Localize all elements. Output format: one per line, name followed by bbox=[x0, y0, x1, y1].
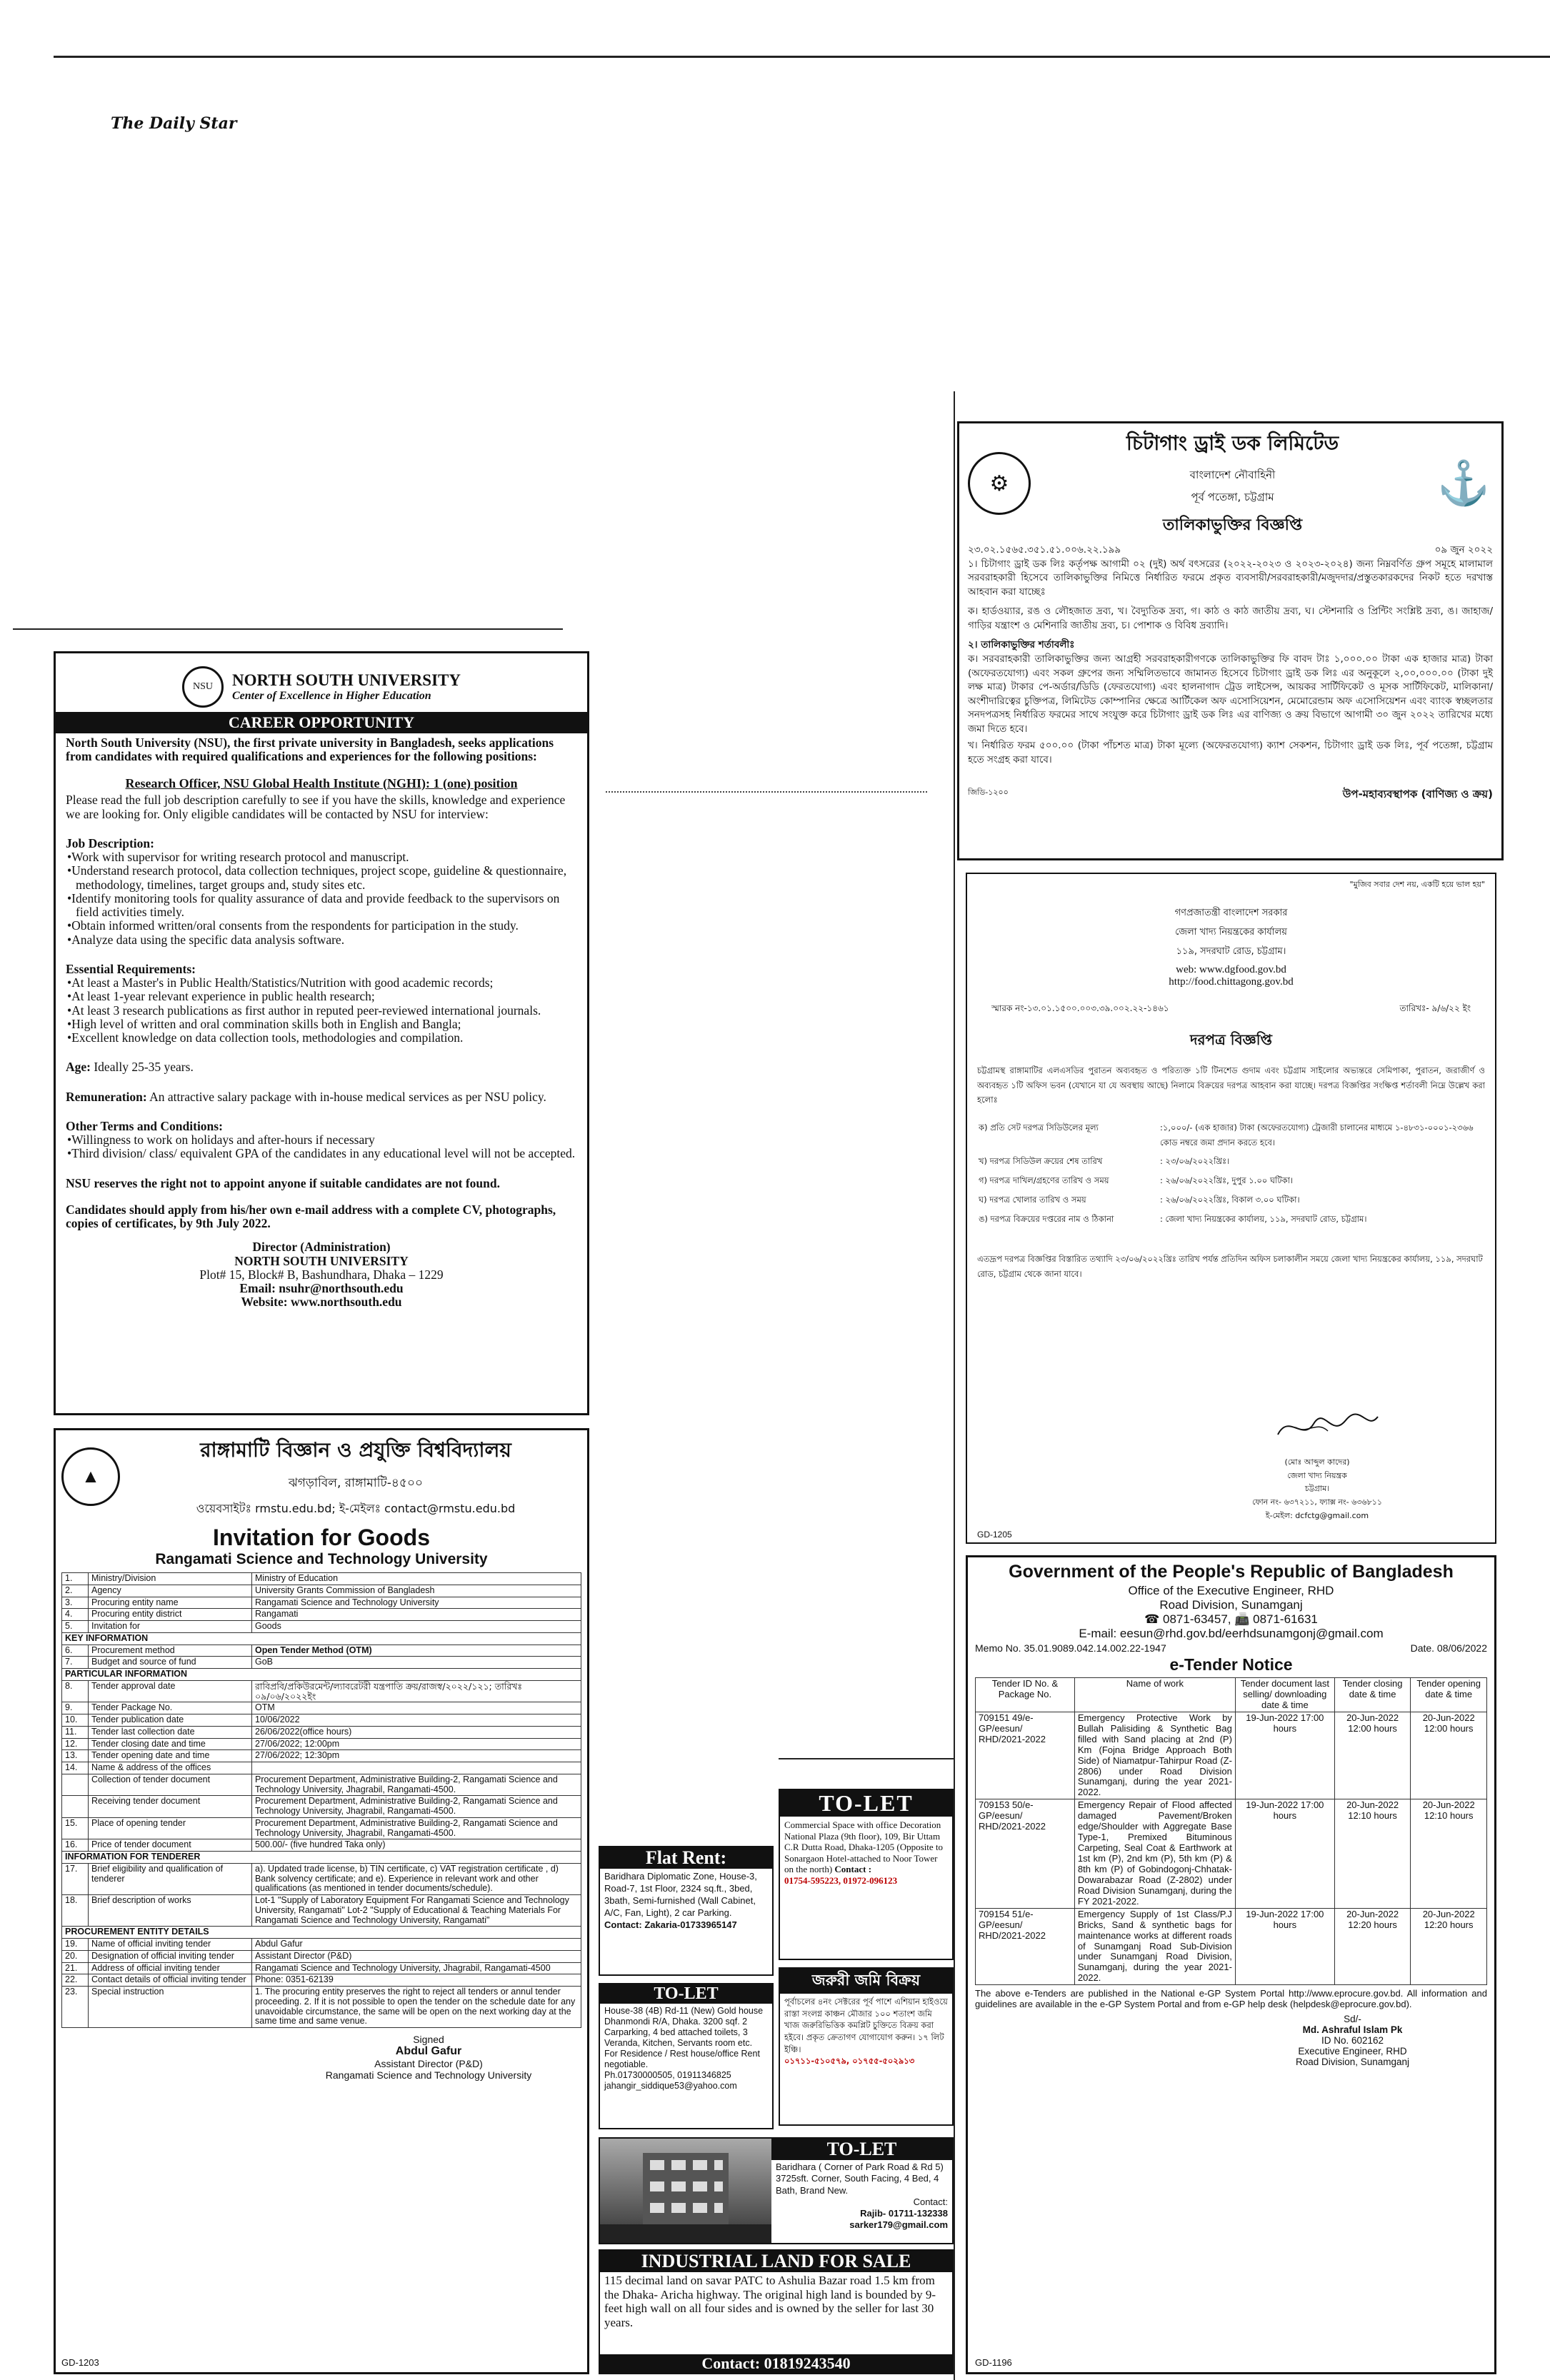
cdd-enlistment-ad bbox=[957, 421, 1504, 860]
table-cell: খ) দরপত্র সিডিউল ক্রয়ের শেষ তারিখ bbox=[979, 1156, 1103, 1167]
table-row bbox=[62, 1585, 581, 1597]
column-rule-right bbox=[954, 391, 955, 2380]
table-row bbox=[976, 1712, 1487, 1799]
table-cell: Lot-1 "Supply of Laboratory Equipment For Rangamati Science and Technology University, Rangamati" Lot-2 "Supply of Educational & Teaching Materials For Rangamati Science and Technology University, Rangamati" bbox=[252, 1895, 581, 1927]
table-cell: Special instruction bbox=[89, 1987, 252, 2028]
table-row bbox=[62, 1987, 581, 2028]
nsu-remuneration-label: Remuneration: bbox=[66, 1089, 147, 1104]
table-row bbox=[62, 1817, 581, 1839]
table-cell: ক) প্রতি সেট দরপত্র সিডিউলের মূল্য bbox=[979, 1123, 1099, 1133]
food-intro: চট্টগ্রামস্থ রাঙ্গামাটির এলএসডির পুরাতন অব্যবহৃত ও পরিত্যক্ত ১টি টিনশেড গুদাম এবং চট্টগ্রাম সাইলোর অভ্যন্তরে সেমিপাকা, পুরাতন, জরাজীর্ণ ও অব্যবহৃত ১টি অফিস ভবন (যেখানে যা যে অবস্থায় আছে) নিলামে বিক্রয়ের দরপত্র আহবান করা যাচ্ছে। দরপত্র বিজ্ঞপ্তির সংক্ষিপ্ত শর্তাবলী নিম্নে উল্লেখ করা হলোঃ bbox=[977, 1065, 1485, 1105]
mid-dotted-rule bbox=[606, 791, 927, 793]
table-row bbox=[977, 1173, 1485, 1192]
table-cell: ঙ) দরপত্র বিক্রয়ের দপ্তরের নাম ও ঠিকানা bbox=[979, 1213, 1114, 1224]
table-cell: Invitation for bbox=[89, 1621, 252, 1633]
rhd-title: Government of the People's Republic of Bangladesh bbox=[1009, 1562, 1454, 1582]
table-section-header: INFORMATION FOR TENDERER bbox=[62, 1852, 581, 1864]
table-cell: 20. bbox=[62, 1950, 89, 1962]
table-row bbox=[62, 1645, 581, 1657]
table-cell: 8. bbox=[62, 1680, 89, 1702]
nsu-read-note: Please read the full job description carefully to see if you have the skills, knowledge and experience we are looking for. Only eligible candidates will be contacted by NSU for interview: bbox=[66, 793, 566, 821]
table-row bbox=[977, 1212, 1485, 1231]
table-cell: Contact details of official inviting tender bbox=[89, 1974, 252, 1987]
nsu-tagline: Center of Excellence in Higher Education bbox=[232, 690, 431, 702]
nsu-reserve-note: NSU reserves the right not to appoint anyone if suitable candidates are not found. bbox=[66, 1175, 500, 1190]
table-cell: Agency bbox=[89, 1585, 252, 1597]
table-row bbox=[62, 1714, 581, 1727]
table-cell: Ministry/Division bbox=[89, 1573, 252, 1585]
table-header-row bbox=[976, 1678, 1487, 1712]
rhd-sd: Sd/- bbox=[1344, 2014, 1361, 2025]
tolet-body: House-38 (4B) Rd-11 (New) Gold house Dhanmondi R/A, Dhaka. 3200 sqf. 2 Carparking, 4 bed attached toilets, 3 Veranda, Kitchen, Servants room etc. For Residence / Rest house/office Rent negotiable. bbox=[604, 2006, 764, 2069]
table-row bbox=[62, 1796, 581, 1818]
flat-rent-ad bbox=[599, 1846, 774, 1976]
table-cell: Rangamati Science and Technology University bbox=[252, 1597, 581, 1609]
table-row bbox=[62, 1939, 581, 1951]
table-row bbox=[62, 1726, 581, 1738]
table-cell: Emergency Repair of Flood affected damaged Pavement/Broken edge/Shoulder with Aggregate Base Type-1, Premixed Bituminous Carpeting, Seal Coat & Earthwork at 1st km (P), 2nd km (P), 5th km (P) & 8th km (P) of Gobindogonj-Chhatak-Dowarabazar Road (Z-2802) under Road Division Sunamganj, during the FY 2021-2022. bbox=[1074, 1799, 1235, 1908]
table-cell: Tender closing date and time bbox=[89, 1738, 252, 1750]
table-cell: Collection of tender document bbox=[89, 1774, 252, 1796]
table-cell: 500.00/- (five hundred Taka only) bbox=[252, 1839, 581, 1852]
tolet-contact-label: Contact: bbox=[913, 2196, 948, 2207]
table-cell: Emergency Supply of 1st Class/P.J Bricks, Sand & synthetic bags for maintenance works at different roads of Sunamganj Road Sub-Division under Sunamganj Road Division, Sunamganj, during the year 2021-2022. bbox=[1074, 1908, 1235, 1985]
table-cell: গ) দরপত্র দাখিল/গ্রহণের তারিখ ও সময় bbox=[979, 1175, 1109, 1186]
table-cell: GoB bbox=[252, 1657, 581, 1669]
table-header-cell: Name of work bbox=[1074, 1678, 1235, 1712]
table-row bbox=[62, 1974, 581, 1987]
table-cell bbox=[62, 1796, 89, 1818]
table-cell: Procurement Department, Administrative Building-2, Rangamati Science and Technology University, Jhagrabil, Rangamati-4500. bbox=[252, 1817, 581, 1839]
table-cell: 27/06/2022; 12:30pm bbox=[252, 1750, 581, 1762]
land-sale-bn-heading: জরুরী জমি বিক্রয় bbox=[780, 1969, 952, 1994]
table-section-header: PARTICULAR INFORMATION bbox=[62, 1669, 581, 1681]
table-cell: 1. The procuring entity preserves the right to reject all tenders or annul tender proceeding. 2. If it is not possible to open the tender on the schedule date for any unavoidable circumstance, the same will be open on the next working day at the same time and same venue. bbox=[252, 1987, 581, 2028]
table-cell: Budget and source of fund bbox=[89, 1657, 252, 1669]
flat-rent-heading: Flat Rent: bbox=[600, 1847, 772, 1869]
rhd-office: Office of the Executive Engineer, RHD bbox=[1128, 1584, 1334, 1597]
rmstu-signatory-name: Abdul Gafur bbox=[395, 2045, 462, 2057]
table-cell: 20-Jun-2022 12:00 hours bbox=[1334, 1712, 1411, 1799]
table-cell: 2. bbox=[62, 1585, 89, 1597]
table-cell: Ministry of Education bbox=[252, 1573, 581, 1585]
table-cell: Assistant Director (P&D) bbox=[252, 1950, 581, 1962]
industrial-land-body: 115 decimal land on savar PATC to Ashulia Bazar road 1.5 km from the Dhaka- Aricha highway. The original high land is bounded by 9-feet high wall on all four sides and is owned by the seller for last 30 years. bbox=[604, 2274, 936, 2329]
rhd-notice-title: e-Tender Notice bbox=[1169, 1655, 1293, 1674]
table-cell: Procurement Department, Administrative Building-2, Rangamati Science and Technology University, Jhagrabil, Rangamati-4500. bbox=[252, 1774, 581, 1796]
tolet-contact: 01754-595223, 01972-096123 bbox=[784, 1874, 898, 1886]
table-cell: 709151 49/e-GP/eesun/ RHD/2021-2022 bbox=[976, 1712, 1075, 1799]
rmstu-signed: Signed bbox=[413, 2034, 444, 2045]
nsu-requirement-item: •At least a Master's in Public Health/Statistics/Nutrition with good academic records; bbox=[67, 975, 494, 990]
cdd-terms-heading: ২। তালিকাভুক্তির শর্তাবলীঃ bbox=[968, 639, 1075, 651]
table-cell: 19-Jun-2022 17:00 hours bbox=[1235, 1712, 1334, 1799]
flat-rent-contact: Contact: Zakaria-01733965147 bbox=[604, 1919, 737, 1930]
tolet-ad-dhanmondi bbox=[599, 1983, 774, 2129]
industrial-land-heading: INDUSTRIAL LAND FOR SALE bbox=[600, 2251, 952, 2272]
nsu-requirements-heading: Essential Requirements: bbox=[66, 961, 196, 976]
table-cell: Tender opening date and time bbox=[89, 1750, 252, 1762]
table-cell: Rangamati Science and Technology University, Jhagrabil, Rangamati-4500 bbox=[252, 1962, 581, 1974]
table-cell: Receiving tender document bbox=[89, 1796, 252, 1818]
tolet-ad-baridhara bbox=[599, 2137, 954, 2244]
table-cell: Name of official inviting tender bbox=[89, 1939, 252, 1951]
table-cell: Address of official inviting tender bbox=[89, 1962, 252, 1974]
table-row bbox=[62, 1950, 581, 1962]
table-row bbox=[62, 1762, 581, 1774]
table-cell: 21. bbox=[62, 1962, 89, 1974]
table-cell: 12. bbox=[62, 1738, 89, 1750]
rhd-signatory-name: Md. Ashraful Islam Pk bbox=[1302, 2024, 1403, 2036]
nsu-age-label: Age: bbox=[66, 1060, 91, 1075]
table-cell: 20-Jun-2022 12:00 hours bbox=[1411, 1712, 1487, 1799]
food-gd-number: GD-1205 bbox=[977, 1530, 1012, 1540]
table-cell: Name & address of the offices bbox=[89, 1762, 252, 1774]
table-cell: Open Tender Method (OTM) bbox=[252, 1645, 581, 1657]
table-cell: Procuring entity district bbox=[89, 1609, 252, 1621]
table-cell: Abdul Gafur bbox=[252, 1939, 581, 1951]
table-cell: 17. bbox=[62, 1863, 89, 1894]
table-cell: 7. bbox=[62, 1657, 89, 1669]
food-web-2: http://food.chittagong.gov.bd bbox=[1169, 976, 1294, 988]
signature-image bbox=[1274, 1406, 1381, 1449]
table-cell: 18. bbox=[62, 1895, 89, 1927]
rmstu-logo-icon: ▲ bbox=[61, 1447, 120, 1506]
table-cell: University Grants Commission of Bangladesh bbox=[252, 1585, 581, 1597]
rhd-signatory-division: Road Division, Sunamganj bbox=[1295, 2057, 1410, 2068]
cdd-logo-icon: ⚙ bbox=[968, 452, 1031, 515]
nsu-other-heading: Other Terms and Conditions: bbox=[66, 1118, 223, 1133]
table-header-cell: Tender document last selling/ downloading date & time bbox=[1235, 1678, 1334, 1712]
table-cell: 20-Jun-2022 12:10 hours bbox=[1334, 1799, 1411, 1908]
food-gov: গণপ্রজাতন্ত্রী বাংলাদেশ সরকার bbox=[1174, 908, 1288, 918]
rhd-date: Date. 08/06/2022 bbox=[1410, 1642, 1487, 1654]
tolet-contact-label: Contact : bbox=[834, 1864, 872, 1875]
table-row bbox=[62, 1597, 581, 1609]
table-cell: 3. bbox=[62, 1597, 89, 1609]
table-cell: Goods bbox=[252, 1621, 581, 1633]
food-address: ১১৯, সদরঘাট রোড, চট্টগ্রাম। bbox=[1176, 946, 1286, 957]
tolet-contact: Ph.01730000505, 01911346825 jahangir_siddique53@yahoo.com bbox=[604, 2070, 737, 2091]
table-cell: 5. bbox=[62, 1621, 89, 1633]
rhd-division: Road Division, Sunamganj bbox=[1159, 1598, 1303, 1612]
masthead: The Daily Star bbox=[111, 114, 237, 133]
rmstu-tender-ad bbox=[54, 1428, 589, 2374]
nsu-job-desc-item: •Identify monitoring tools for quality assurance of data and provide feedback to the supervisors on field activities timely. bbox=[67, 890, 560, 920]
nsu-remuneration bbox=[66, 1090, 577, 1104]
table-cell: 709154 51/e-GP/eesun/ RHD/2021-2022 bbox=[976, 1908, 1075, 1985]
nsu-other-item: •Willingness to work on holidays and after-hours if necessary bbox=[67, 1133, 375, 1148]
nsu-other-item: •Third division/ class/ equivalent GPA of the candidates in any educational level will not be accepted. bbox=[67, 1146, 576, 1161]
nsu-requirement-item: •Excellent knowledge on data collection tools, methodologies and compilation. bbox=[67, 1030, 464, 1045]
table-row bbox=[62, 1621, 581, 1633]
cdd-para-4: খ। নির্ধারিত ফরম ৫০০.০০ (টাকা পাঁচশত মাত্র) টাকা মূল্যে (অফেরতযোগ্য) ক্যাশ সেকশন, চিটাগাং ড্রাই ডক লিঃ, পূর্ব পতেঙ্গা, চট্টগ্রাম হতে সংগ্রহ করা যাবে। bbox=[968, 740, 1493, 765]
rmstu-gd-number: GD-1203 bbox=[61, 2357, 99, 2368]
table-cell: 23. bbox=[62, 1987, 89, 2028]
table-header-cell: Tender opening date & time bbox=[1411, 1678, 1487, 1712]
table-row bbox=[62, 1895, 581, 1927]
cdd-signatory: উপ-মহাব্যবস্থাপক (বাণিজ্য ও ক্রয়) bbox=[1342, 788, 1493, 801]
table-row bbox=[62, 1852, 581, 1864]
food-web-1: web: www.dgfood.gov.bd bbox=[1176, 964, 1286, 975]
building-photo bbox=[600, 2139, 771, 2243]
food-signatory-place: চট্টগ্রাম। bbox=[1304, 1484, 1330, 1494]
table-cell: 10. bbox=[62, 1714, 89, 1727]
nsu-position: Research Officer, NSU Global Health Institute (NGHI): 1 (one) position bbox=[125, 775, 518, 790]
land-sale-bn-ad bbox=[779, 1967, 954, 2126]
rhd-tender-table bbox=[975, 1677, 1487, 1985]
rhd-phone: ☎ 0871-63457, 📠 0871-61631 bbox=[1144, 1612, 1318, 1626]
tolet-heading: TO-LET bbox=[780, 1790, 952, 1817]
table-cell: Tender last collection date bbox=[89, 1726, 252, 1738]
nsu-job-desc-heading: Job Description: bbox=[66, 835, 154, 850]
cdd-gd-number: জিডি-১২০০ bbox=[968, 788, 1009, 798]
table-cell: 14. bbox=[62, 1762, 89, 1774]
table-header-cell: Tender closing date & time bbox=[1334, 1678, 1411, 1712]
table-cell: রাবিপ্রবি/প্রকিউরমেন্ট/ল্যাবরেটরী যন্ত্রপাতি ক্রয়/রাজস্ব/২০২২/১২১; তারিখঃ ০৯/০৬/২০২২ইং bbox=[252, 1680, 581, 1702]
cdd-title: তালিকাভুক্তির বিজ্ঞপ্তি bbox=[1162, 516, 1303, 534]
nsu-apply-note: Candidates should apply from his/her own e-mail address with a complete CV, photographs, copies of certificates, by 9th July 2022. bbox=[66, 1202, 556, 1231]
table-row bbox=[62, 1750, 581, 1762]
table-row bbox=[62, 1839, 581, 1852]
land-sale-bn-contact: ০১৭১১-৫১০৫৭৯, ০১৭৫৫-৫০২৯১৩ bbox=[784, 2056, 915, 2067]
cdd-date: ০৯ জুন ২০২২ bbox=[1434, 544, 1493, 556]
nsu-job-desc-item: •Work with supervisor for writing research protocol and manuscript. bbox=[67, 850, 409, 865]
cdd-sub1: বাংলাদেশ নৌবাহিনী bbox=[1189, 468, 1276, 481]
rhd-memo: Memo No. 35.01.9089.042.14.002.22-1947 bbox=[975, 1642, 1166, 1654]
table-cell: Procurement Department, Administrative Building-2, Rangamati Science and Technology University, Jhagrabil, Rangamati-4500. bbox=[252, 1796, 581, 1818]
food-phone: ফোন নং- ৬৩৭২১১, ফ্যাক্স নং- ৬৩৬৮১১ bbox=[1251, 1497, 1383, 1507]
table-cell: :১,০০০/- (এক হাজার) টাকা (অফেরতযোগ্য) ট্রেজারী চালানের মাধ্যমে ১-৪৮৩১-০০০১-২৩৬৬ কোড নম্বরে জমা প্রদান করতে হবে। bbox=[1160, 1123, 1474, 1148]
rmstu-subtitle: Rangamati Science and Technology University bbox=[155, 1551, 488, 1567]
food-memo: স্মারক নং-১৩.০১.১৫০০.০০৩.৩৯.০০২.২২-১৪৬১ bbox=[991, 1003, 1169, 1013]
nsu-remuneration-value: An attractive salary package with in-house medical services as per NSU policy. bbox=[149, 1089, 546, 1104]
table-cell: 22. bbox=[62, 1974, 89, 1987]
table-row bbox=[62, 1738, 581, 1750]
table-row bbox=[977, 1192, 1485, 1212]
food-signatory-name: (মোঃ আব্দুল কাদের) bbox=[1284, 1457, 1350, 1467]
nsu-job-desc-item: •Understand research protocol, data collection techniques, project scope, guideline & questionnaire, methodology, timelines, target groups and, study sites etc. bbox=[67, 863, 567, 892]
food-title: দরপত্র বিজ্ঞপ্তি bbox=[1190, 1031, 1272, 1048]
tolet-contact: Rajib- 01711-132338 sarker179@gmail.com bbox=[849, 2208, 948, 2231]
nsu-address: Plot# 15, Block# B, Bashundhara, Dhaka – 1229 bbox=[199, 1267, 444, 1282]
food-closing: এতদ্রূপ দরপত্র বিজ্ঞপ্তির বিস্তারিত তথ্যাদি ২৩/০৬/২০২২খ্রিঃ তারিখ পর্যন্ত প্রতিদিন অফিস চলাকালীন সময়ে জেলা খাদ্য নিয়ন্ত্রকের কার্যালয়, ১১৯, সদরঘাট রোড, চট্টগ্রাম থেকে জানা যাবে। bbox=[977, 1254, 1483, 1279]
table-row bbox=[976, 1908, 1487, 1985]
table-row bbox=[62, 1657, 581, 1669]
table-row bbox=[62, 1774, 581, 1796]
table-cell: 20-Jun-2022 12:10 hours bbox=[1411, 1799, 1487, 1908]
rmstu-address-bn: ঝগড়াবিল, রাঙ্গামাটি-৪৫০০ bbox=[288, 1476, 424, 1490]
rhd-signatory-title: Executive Engineer, RHD bbox=[1298, 2046, 1407, 2057]
table-cell: a). Updated trade license, b) TIN certificate, c) VAT registration certificate , d) Bank solvency certificate; and e). Experience in relevant work and other qualifications (as mentioned in tender documents/schedule). bbox=[252, 1863, 581, 1894]
table-cell: Phone: 0351-62139 bbox=[252, 1974, 581, 1987]
nsu-requirement-item: •At least 1-year relevant experience in public health research; bbox=[67, 989, 375, 1004]
cdd-para-1: ১। চিটাগাং ড্রাই ডক লিঃ কর্তৃপক্ষ আগামী ০২ (দুই) অর্থ বৎসরের (২০২২-২০২৩ ও ২০২৩-২০২৪) জন্য নিম্নবর্ণিত গ্রুপ সমূহে মালামাল সরবরাহকারী হিসেবে তালিকাভুক্তির নিমিত্তে নির্ধারিত ফরমে প্রকৃত ব্যবসায়ী/সরবরাহকারী/মজুদদার/প্রস্তুতকারকদের নিকট হতে দরখাস্ত আহবান করা যাচ্ছেঃ bbox=[968, 558, 1493, 598]
table-row bbox=[977, 1120, 1485, 1154]
nsu-banner: CAREER OPPORTUNITY bbox=[56, 712, 587, 733]
industrial-land-contact: Contact: 01819243540 bbox=[600, 2354, 952, 2373]
table-cell: 1. bbox=[62, 1573, 89, 1585]
table-cell: Place of opening tender bbox=[89, 1817, 252, 1839]
table-cell: OTM bbox=[252, 1702, 581, 1714]
cdd-para-3: ক। সরবরাহকারী তালিকাভুক্তির জন্য আগ্রহী সরবরাহকারীগণকে তালিকাভুক্তির ফি বাবদ টাঃ ১,০০০.০০ টাকা এক হাজার মাত্র) টাকা (অফেরতযোগ্য) এবং সকল গ্রুপের জন্য সম্মিলিতভাবে জামানত হিসেবে চিটাগাং ড্রাই ডক লিঃ এর অনুকূলে ২,০০,০০০.০০ (টাকা দুই লক্ষ মাত্র) টাকার পে-অর্ডার/ডিডি (ফেরতযোগ্য) এবং হালনাগাদ ট্রেড লাইসেন্স, আয়কর সার্টিফিকেট ও মূসক সার্টিফিকেট, মালিকানা/অংশীদারিত্বের চুক্তিপত্র, লিমিটেড কোম্পানির ক্ষেত্রে আর্টিকেল অফ এসোসিয়েশন, মেমোরেন্ডাম অফ এসোসিয়েশন এবং ব্যাংক স্বচ্ছলতার সনদপত্রসহ নির্ধারিত ফরমের সাথে সংযুক্ত করে চিটাগাং ড্রাই ডক লিঃ এর বাণিজ্য ও ক্রয় বিভাগে আগামী ৩০ জুন ২০২২ তারিখের মধ্যে জমা দিতে হবে। bbox=[968, 653, 1493, 735]
nsu-job-desc-item: •Analyze data using the specific data analysis software. bbox=[67, 932, 345, 947]
table-cell: : ২৩/০৬/২০২২খ্রিঃ। bbox=[1160, 1156, 1230, 1167]
tolet-ad-commercial bbox=[779, 1789, 954, 1960]
table-cell: 9. bbox=[62, 1702, 89, 1714]
table-cell: Brief eligibility and qualification of tenderer bbox=[89, 1863, 252, 1894]
rmstu-signatory-designation: Assistant Director (P&D) bbox=[374, 2058, 483, 2069]
tolet-heading: TO-LET bbox=[600, 1984, 772, 2004]
table-cell: Tender approval date bbox=[89, 1680, 252, 1702]
food-terms-table bbox=[977, 1120, 1485, 1230]
table-row bbox=[62, 1680, 581, 1702]
left-top-rule bbox=[13, 628, 563, 630]
food-signatory-title: জেলা খাদ্য নিয়ন্ত্রক bbox=[1287, 1470, 1347, 1480]
industrial-land-ad bbox=[599, 2249, 954, 2374]
table-cell: 19-Jun-2022 17:00 hours bbox=[1235, 1799, 1334, 1908]
cdd-sub2: পূর্ব পতেঙ্গা, চট্টগ্রাম bbox=[1191, 491, 1274, 503]
nsu-requirement-item: •At least 3 research publications as first author in reputed peer-reviewed international journals. bbox=[67, 1003, 541, 1018]
table-row bbox=[977, 1154, 1485, 1173]
nsu-job-desc-item: •Obtain informed written/oral consents from the respondents for participation in the study. bbox=[67, 918, 519, 933]
nsu-career-ad bbox=[54, 651, 589, 1415]
food-email: ই-মেইল: dcfctg@gmail.com bbox=[1265, 1510, 1369, 1520]
land-sale-bn-body: পূর্বাচলের ৪নং সেক্টরের পূর্ব পাশে এশিয়ান হাইওয়ে রাস্তা সংলগ্ন কাঞ্চন মৌজার ১০০ শতাংশ জমি খাজ জরুরিভিত্তিক কমপ্লিট চুক্তিতে বিক্রয় করা হইবে। প্রকৃত ক্রেতাগণ যোগাযোগ করুন। ১৭ লিট ইঞ্চি। bbox=[784, 1997, 948, 2054]
table-row bbox=[62, 1927, 581, 1939]
anchor-icon: ⚓ bbox=[1436, 460, 1491, 507]
table-cell: 20-Jun-2022 12:20 hours bbox=[1411, 1908, 1487, 1985]
food-tender-ad bbox=[966, 873, 1496, 1544]
table-cell: : ২৬/০৬/২০২২খ্রিঃ, দুপুর ১.০০ ঘটিকা। bbox=[1160, 1175, 1294, 1186]
table-cell: Tender publication date bbox=[89, 1714, 252, 1727]
nsu-signature-org: NORTH SOUTH UNIVERSITY bbox=[234, 1253, 409, 1268]
table-cell: Price of tender document bbox=[89, 1839, 252, 1852]
rhd-footer-note: The above e-Tenders are published in the National e-GP System Portal http://www.eprocure.gov.bd. All information and guidelines are available in the e-GP System Portal and from e-GP help desk (helpdesk@eprocure.gov.bd). bbox=[975, 1988, 1487, 2010]
table-cell bbox=[252, 1762, 581, 1774]
flat-rent-body: Baridhara Diplomatic Zone, House-3, Road-7, 1st Floor, 2324 sq.ft., 3bed, 3bath, Semi-furnished (Wall Cabinet, A/C, Fan, Light), 2 car Parking. bbox=[604, 1871, 757, 1918]
nsu-email: Email: nsuhr@northsouth.edu bbox=[239, 1281, 404, 1296]
nsu-requirement-item: •High level of written and oral commination skills both in English and Bangla; bbox=[67, 1016, 461, 1031]
table-cell: Designation of official inviting tender bbox=[89, 1950, 252, 1962]
rhd-email: E-mail: eesun@rhd.gov.bd/eerhdsunamgonj@gmail.com bbox=[1079, 1627, 1384, 1640]
rhd-signatory-id: ID No. 602162 bbox=[1321, 2035, 1384, 2047]
table-cell: 4. bbox=[62, 1609, 89, 1621]
tolet-body: Baridhara ( Corner of Park Road & Rd 5) 3725sft. Corner, South Facing, 4 Bed, 4 Bath, Brand New. bbox=[776, 2161, 944, 2196]
table-cell: 13. bbox=[62, 1750, 89, 1762]
nsu-age-value: Ideally 25-35 years. bbox=[94, 1060, 194, 1075]
table-section-header: KEY INFORMATION bbox=[62, 1632, 581, 1645]
table-cell: : ২৬/০৬/২০২২খ্রিঃ, বিকাল ৩.০০ ঘটিকা। bbox=[1160, 1194, 1300, 1205]
table-cell: : জেলা খাদ্য নিয়ন্ত্রকের কার্যালয়, ১১৯, সদরঘাট রোড, চট্টগ্রাম। bbox=[1160, 1213, 1367, 1224]
table-cell: 20-Jun-2022 12:20 hours bbox=[1334, 1908, 1411, 1985]
table-cell: ঘ) দরপত্র খোলার তারিখ ও সময় bbox=[979, 1194, 1086, 1205]
table-row bbox=[62, 1609, 581, 1621]
table-row bbox=[976, 1799, 1487, 1908]
table-row bbox=[62, 1669, 581, 1681]
top-rule bbox=[54, 56, 1550, 58]
table-cell: 26/06/2022(office hours) bbox=[252, 1726, 581, 1738]
table-cell: 11. bbox=[62, 1726, 89, 1738]
table-cell: Procuring entity name bbox=[89, 1597, 252, 1609]
cdd-name-bn: চিটাগাং ড্রাই ডক লিমিটেড bbox=[1126, 431, 1339, 455]
rmstu-name-bn: রাঙ্গামাটি বিজ্ঞান ও প্রযুক্তি বিশ্ববিদ্যালয় bbox=[200, 1438, 511, 1462]
table-cell: 6. bbox=[62, 1645, 89, 1657]
table-cell: 27/06/2022; 12:00pm bbox=[252, 1738, 581, 1750]
table-section-header: PROCUREMENT ENTITY DETAILS bbox=[62, 1927, 581, 1939]
table-cell: 15. bbox=[62, 1817, 89, 1839]
classified-rule bbox=[779, 1758, 954, 1759]
cdd-memo: ২৩.০২.১৫৬৫.৩৫১.৫১.০০৬.২২.১৯৯ bbox=[968, 544, 1121, 556]
rhd-etender-ad bbox=[966, 1555, 1496, 2374]
rmstu-web: ওয়েবসাইটঃ rmstu.edu.bd; ই-মেইলঃ contact@rmstu.edu.bd bbox=[196, 1502, 516, 1515]
rmstu-signatory-org: Rangamati Science and Technology University bbox=[325, 2069, 532, 2081]
nsu-logo-icon: NSU bbox=[182, 666, 224, 708]
table-cell: 10/06/2022 bbox=[252, 1714, 581, 1727]
table-row bbox=[62, 1863, 581, 1894]
table-row bbox=[62, 1632, 581, 1645]
food-date: তারিখঃ- ৯/৬/২২ ইং bbox=[1399, 1003, 1471, 1013]
tolet-body: Commercial Space with office Decoration National Plaza (9th floor), 109, Bir Uttam C.R Dutta Road, Dhaka-1205 (Opposite to Sonargaon Hotel-attached to Noor Tower on the north) bbox=[784, 1819, 944, 1875]
food-office: জেলা খাদ্য নিয়ন্ত্রকের কার্যালয় bbox=[1175, 927, 1287, 938]
rmstu-tender-table bbox=[61, 1572, 581, 2028]
tolet-heading: TO-LET bbox=[771, 2139, 952, 2160]
table-cell: Brief description of works bbox=[89, 1895, 252, 1927]
rhd-gd-number: GD-1196 bbox=[975, 2357, 1012, 2368]
nsu-age bbox=[66, 1060, 577, 1074]
nsu-name: NORTH SOUTH UNIVERSITY bbox=[232, 671, 461, 689]
nsu-website: Website: www.northsouth.edu bbox=[241, 1295, 402, 1310]
table-row bbox=[62, 1962, 581, 1974]
table-cell: 19. bbox=[62, 1939, 89, 1951]
table-cell: Emergency Protective Work by Bullah Palisiding & Synthetic Bag filled with Sand placing at 2nd (P) Km (Fojna Bridge Approach Both Side) of Niamatpur-Tahirpur Road (Z-2806) under Road Division Sunamganj, during the year 2021-2022. bbox=[1074, 1712, 1235, 1799]
table-cell bbox=[62, 1774, 89, 1796]
table-header-cell: Tender ID No. & Package No. bbox=[976, 1678, 1075, 1712]
table-cell: Tender Package No. bbox=[89, 1702, 252, 1714]
table-cell: 19-Jun-2022 17:00 hours bbox=[1235, 1908, 1334, 1985]
food-slogan: "মুজিব সবার দেশ নয়, একটি হয়ে ভাল হয়" bbox=[1349, 880, 1485, 889]
table-cell: Rangamati bbox=[252, 1609, 581, 1621]
nsu-signature-title: Director (Administration) bbox=[252, 1240, 391, 1255]
cdd-para-2: ক। হার্ডওয়্যার, রঙ ও লৌহজাত দ্রব্য, খ। বৈদ্যুতিক দ্রব্য, গ। কাঠ ও কাঠ জাতীয় দ্রব্য, ঘ। স্টেশনারি ও প্রিন্টিং সংশ্লিষ্ট দ্রব্য, ঙ। জাহাজ/গাড়ির যন্ত্রাংশ ও মেশিনারি জাতীয় দ্রব্য, চ। পোশাক ও বিবিধ দ্রব্যাদি। bbox=[968, 606, 1493, 631]
rmstu-title: Invitation for Goods bbox=[213, 1525, 430, 1550]
table-cell: 16. bbox=[62, 1839, 89, 1852]
table-cell: 709153 50/e-GP/eesun/ RHD/2021-2022 bbox=[976, 1799, 1075, 1908]
table-row bbox=[62, 1573, 581, 1585]
table-row bbox=[62, 1702, 581, 1714]
table-cell: Procurement method bbox=[89, 1645, 252, 1657]
nsu-intro: North South University (NSU), the first private university in Bangladesh, seeks applications from candidates with required qualifications and experiences for the following positions: bbox=[66, 735, 554, 764]
